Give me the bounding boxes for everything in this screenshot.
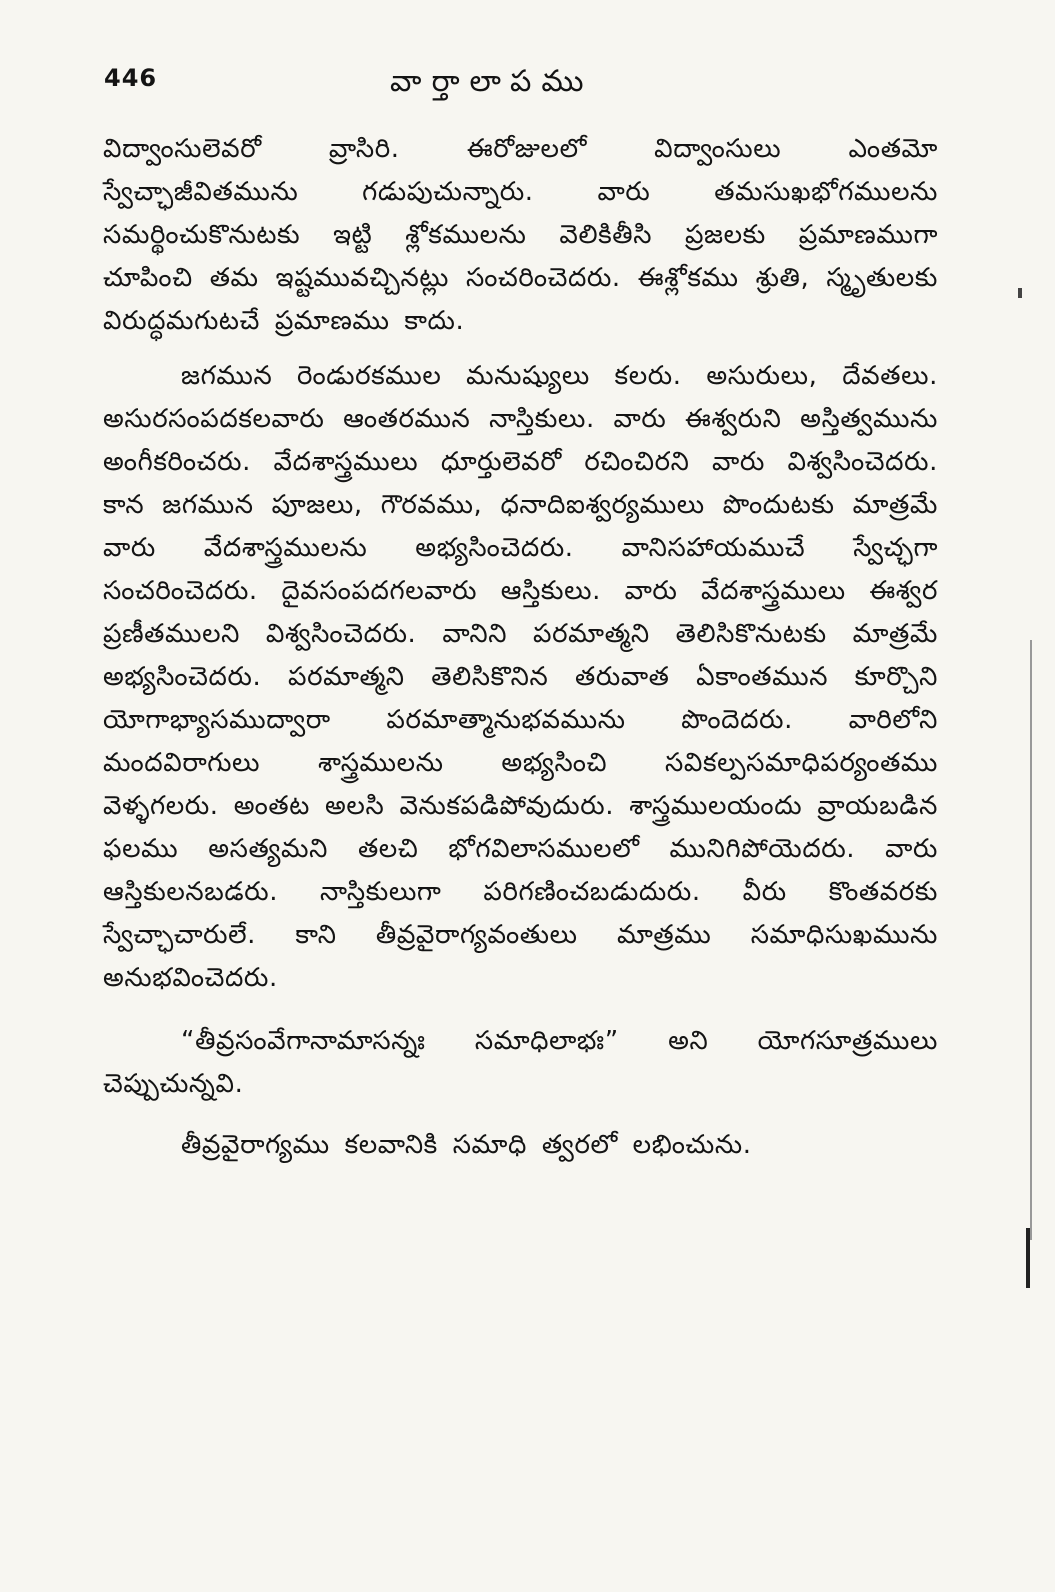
page-number: 446 [104, 64, 158, 92]
page-edge-mark-bold [1026, 1228, 1030, 1288]
paragraph-1: విద్వాంసులెవరో వ్రాసిరి. ఈరోజులలో విద్వాంసులు ఎంతమో స్వేచ్ఛాజీవితమును గడుపుచున్నారు. వారు తమసుఖభోగములను సమర్థించుకొనుటకు ఇట్టి శ్లోకములను వెలికితీసి ప్రజలకు ప్రమాణముగా చూపించి తమ ఇష్టమువచ్చినట్లు సంచరించెదరు. ఈశ్లోకము శ్రుతి, స్మృతులకు విరుద్ధమగుటచే ప్రమాణము కాదు. [103, 134, 938, 336]
paragraph-2: జగమున రెండురకముల మనుష్యులు కలరు. అసురులు, దేవతలు. అసురసంపదకలవారు ఆంతరమున నాస్తికులు. వారు ఈశ్వరుని అస్తిత్వమును అంగీకరించరు. వేదశాస్త్రములు ధూర్తులెవరో రచించిరని వారు విశ్వసించెదరు. కాన జగమున పూజలు, గౌరవము, ధనాదిఐశ్వర్యములు పొందుటకు మాత్రమే వారు వేదశాస్త్రములను అభ్యసించెదరు. వానిసహాయముచే స్వేచ్ఛగా సంచరించెదరు. దైవసంపదగలవారు ఆస్తికులు. వారు వేదశాస్త్రములు ఈశ్వర ప్రణీతములని విశ్వసించెదరు. వానిని పరమాత్మని తెలిసికొనుటకు మాత్రమే అభ్యసించెదరు. పరమాత్మని తెలిసికొనిన తరువాత ఏకాంతమున కూర్చొని యోగాభ్యాసముద్వారా పరమాత్మానుభవమును పొందెదరు. వారిలోని మందవిరాగులు శాస్త్రములను అభ్యసించి సవికల్పసమాధిపర్యంతము వెళ్ళగలరు. అంతట అలసి వెనుకపడిపోవుదురు. శాస్త్రములయందు వ్రాయబడిన ఫలము అసత్యమని తలచి భోగవిలాసములలో మునిగిపోయెదరు. వారు ఆస్తికులనబడరు. నాస్తికులుగా పరిగణించబడుదురు. వీరు కొంతవరకు స్వేచ్ఛాచారులే. కాని తీవ్రవైరాగ్యవంతులు మాత్రము సమాధిసుఖమును అనుభవించెదరు. [103, 361, 938, 993]
page-body [103, 128, 938, 1167]
paragraph-3-quote: “తీవ్రసంవేగానామాసన్నః సమాధిలాభః” అని యోగసూత్రములు చెప్పుచున్నవి. [103, 1026, 938, 1099]
running-title: వార్తాలాపము [390, 64, 594, 99]
page-edge-shadow [1030, 640, 1032, 1240]
paragraph-4: తీవ్రవైరాగ్యము కలవానికి సమాధి త్వరలో లభించును. [181, 1130, 752, 1160]
page-edge-mark [1018, 288, 1022, 298]
page-header [100, 58, 920, 108]
